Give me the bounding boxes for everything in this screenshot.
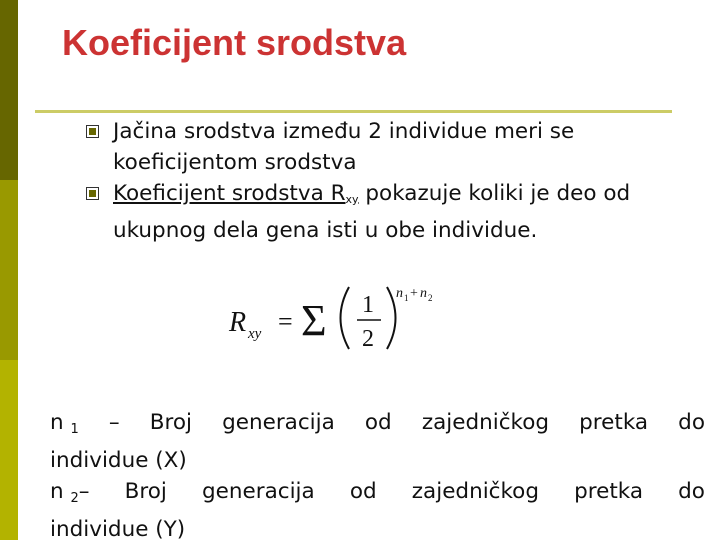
formula-lhs: R xyxy=(229,307,247,338)
title-divider xyxy=(35,110,672,113)
n-subscript: 1 xyxy=(70,422,79,437)
bullet-item-1 xyxy=(86,116,646,178)
formula-exponent-n1: n xyxy=(396,286,403,301)
square-bullet-icon xyxy=(86,125,99,138)
definition-n1-line1 xyxy=(50,407,705,445)
formula-exponent-sub1: 1 xyxy=(404,293,409,303)
formula-numerator: 1 xyxy=(362,292,374,318)
formula-exponent-sub2: 2 xyxy=(428,293,433,303)
slide-title: Koeficijent srodstva xyxy=(62,22,407,63)
formula-right-paren xyxy=(387,287,396,349)
word-pretka: pretka xyxy=(579,410,649,435)
coefficient-link-text: Koeficijent srodstva R xyxy=(113,181,346,206)
definition-n2-line2: individue (Y) xyxy=(50,517,186,542)
coefficient-link[interactable] xyxy=(113,181,359,206)
word-broj: Broj xyxy=(124,479,167,504)
word-broj: Broj xyxy=(149,410,192,435)
n-symbol: n xyxy=(50,479,64,504)
word-od: od xyxy=(349,479,377,504)
definition-n2-line1 xyxy=(50,476,705,514)
bullet-text-2b: deo od ukupnog dela gena isti u obe individue. xyxy=(113,181,631,243)
definition-n1-symbol xyxy=(50,407,79,445)
word-generacija: generacija xyxy=(202,479,315,504)
bullet-list xyxy=(86,116,646,246)
formula-denominator: 2 xyxy=(362,326,374,352)
sidebar-band-mid xyxy=(0,180,18,360)
word-od: od xyxy=(364,410,392,435)
word-zajednickog: zajedničkog xyxy=(411,479,539,504)
sidebar-band-dark xyxy=(0,0,18,180)
word-dash: – xyxy=(78,479,90,504)
sidebar-band-light xyxy=(0,360,18,540)
kinship-formula xyxy=(226,283,446,355)
definitions-block xyxy=(50,407,705,545)
formula-left-paren xyxy=(341,287,350,349)
coefficient-link-subscript: xy xyxy=(345,193,359,206)
definition-n1-line2: individue (X) xyxy=(50,448,187,473)
bullet-item-2 xyxy=(86,178,646,246)
word-dash: – xyxy=(108,410,120,435)
word-pretka: pretka xyxy=(574,479,644,504)
formula-lhs-sub: xy xyxy=(248,326,262,342)
word-generacija: generacija xyxy=(222,410,335,435)
formula-equals: = xyxy=(278,307,293,336)
formula-sum-sign: Σ xyxy=(301,296,327,345)
bullet-text-2a: pokazuje koliki je xyxy=(365,181,550,206)
n-symbol: n xyxy=(50,410,64,435)
word-do: do xyxy=(678,479,705,504)
square-bullet-icon xyxy=(86,187,99,200)
definition-n2-symbol xyxy=(50,476,90,514)
formula-exponent-n2: n xyxy=(420,286,427,301)
word-do: do xyxy=(678,410,705,435)
bullet-text-1: Jačina srodstva između 2 individue meri se koeficijentom srodstva xyxy=(113,119,575,175)
word-zajednickog: zajedničkog xyxy=(421,410,550,435)
formula-exponent-plus: + xyxy=(410,286,418,301)
n-subscript: 2 xyxy=(70,491,79,506)
